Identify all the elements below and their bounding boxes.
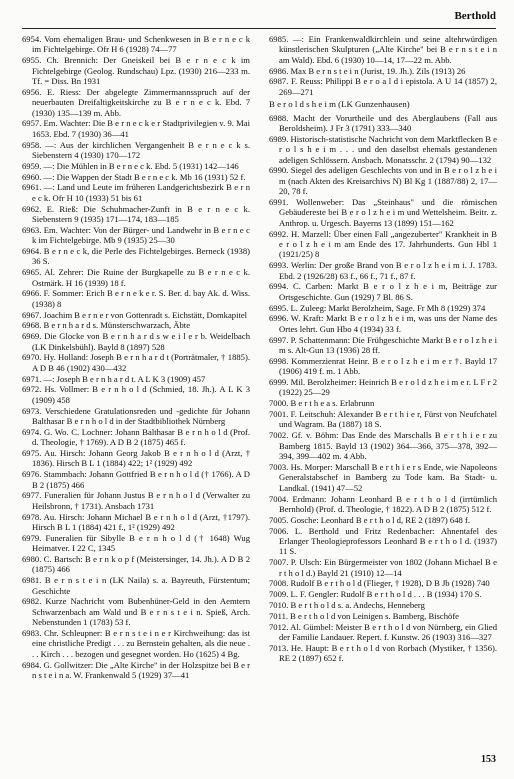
bibliography-entry: 6964. B e r n e c k, die Perle des Fichtelgebirges. Berneck (1938) 36 S. — [22, 246, 250, 267]
bibliography-entry: 6985. —: Ein Frankenwaldkirchlein und seine altehrwürdigen künstlerischen Skulpturen („Alte Kirche" bei B e r n s t e i n am Wald). Ebd. 6 (1930) 10—14, 17—22 m. Abb. — [269, 34, 497, 65]
bibliography-entry: 6965. Al. Zehrer: Die Ruine der Burgkapelle zu B e r n e c k. Ostmärk. H 16 (1939) 18 f. — [22, 267, 250, 288]
bibliography-entry: 6989. Historisch-statistische Nachricht von dem Marktflecken B e r o l s h e i m . . . und den daselbst ehemals gestandenen adeligen Schlössern. Ansbach. Monatsschr. 2 (1794) 90—132 — [269, 133, 497, 165]
bibliography-entry: 6986. Max B e r n s t e i n (Jurist, 19. Jh.). Zils (1913) 26 — [269, 65, 466, 76]
header-rule — [22, 28, 496, 29]
bibliography-entry: 6996. W. Kraft: Markt B e r o l z h e i m, was uns der Name des Ortes lehrt. Gun Hbo 4 (1934) 33 f. — [269, 313, 497, 334]
bibliography-entry: 7009. L. F. Gengler: Rudolf B e r t h o l d . . . B (1934) 170 S. — [269, 589, 482, 600]
page-number: 153 — [481, 754, 496, 765]
bibliography-entry: 7001. F. Leitschuh: Alexander B e r t h i e r, Fürst von Neufchatel und Wagram. Ba (1887) 18 S. — [269, 409, 497, 430]
bibliography-entry: 6960. —: Die Wappen der Stadt B e r n e c k. Mb 16 (1931) 52 f. — [22, 171, 246, 182]
bibliography-entry: 6962. E. Rieß: Die Schuhmacher-Zunft in B e r n e c k. Siebenstern 9 (1935) 171—174, 183—185 — [22, 203, 250, 225]
bibliography-entry: 6966. F. Sommer: Erich B e r n e k e r. S. Ber. d. bay Ak. d. Wiss. (1938) 8 — [22, 288, 250, 309]
bibliography-entry: 6975. Au. Hirsch: Johann Georg Jakob B e r n h o l d (Arzt, † 1836). Hirsch B L 1 (1884) 422; 1² (1929) 492 — [22, 448, 250, 469]
bibliography-entry: 6959. —: Die Mühlen in B e r n e c k. Ebd. 5 (1931) 142—146 — [22, 160, 239, 171]
bibliography-entry: 6994. C. Carben: Markt B e r o l z h e i m, Beiträge zur Ortsgeschichte. Gun (1929) 7 Bl. 86 S. — [269, 281, 497, 302]
bibliography-entry: 6976. Stammbach: Johann Gottfried B e r n h o l d († 1766). A D B 2 (1875) 466 — [22, 469, 250, 490]
bibliography-entry: 6967. Joachim B e r n e r von Gottenradt s. Eichstätt, Domkapitel — [22, 309, 248, 320]
bibliography-entry: 6968. B e r n h a r d s. Münsterschwarzach, Äbte — [22, 320, 191, 331]
bibliography-entry: 6978. Au. Hirsch: Johann Michael B e r n h o l d (Arzt, †1797). Hirsch B L 1 (1884) 421 f., 1² (1929) 492 — [22, 511, 250, 533]
bibliography-entry: 6982. Kurze Nachricht vom Bubenhüner-Geld in den Aemtern Schwarzenbach am Wald und B e r n s t e i n. Spieß, Arch. Nebenstunden 1 (1783) 53 f. — [22, 596, 250, 628]
bibliography-entry: 6956. E. Riess: Der abgelegte Zimmermannsspruch auf der neuerbauten Dreifaltigkeitskirche zu B e r n e c k. Ebd. 7 (1930) 135—139 m. Abb. — [22, 86, 250, 118]
bibliography-entry: 7007. P. Ulsch: Ein Bürgermeister von 1802 (Johann Michael B e r t h o l d.) Bayld 21 (1910) 12—14 — [269, 557, 497, 578]
bibliography-entry: 6993. Werlin: Der große Brand von B e r o l z h e i m i. J. 1783. Ebd. 2 (1926/28) 63 f., 66 f., 71 f., 87 f. — [269, 260, 497, 281]
bibliography-entry: 7012. Al. Gümbel: Meister B e r t h o l d von Nürnberg, ein Glied der Familie Landauer. Repert. f. Kunstw. 26 (1903) 316—327 — [269, 621, 497, 642]
bibliography-entry: 7011. B e r t h o l d von Leinigen s. Bamberg, Bischöfe — [269, 610, 459, 621]
bibliography-entry: 6970. Hy. Holland: Joseph B e r n h a r d t (Porträtmaler, † 1885). A D B 46 (1902) 430—432 — [22, 352, 250, 373]
bibliography-entry: 6988. Macht der Vorurtheile und des Aberglaubens (Fall aus Beroldsheim). J Fr 3 (1791) 333—340 — [269, 112, 497, 134]
bibliography-entry: 6972. Hs. Vollmer: B e r n h o l d (Schmied, 18. Jh.). A L K 3 (1909) 458 — [22, 384, 250, 405]
bibliography-entry: 6954. Vom ehemaligen Brau- und Schenkwesen in B e r n e c k im Fichtelgebirge. Ofr H 6 (1928) 74—77 — [22, 34, 250, 55]
section-subheading: B e r o l d s h e i m (LK Gunzenhausen) — [269, 99, 410, 110]
bibliography-entry: 6974. G. Wo. C. Lochner: Johann Balthasar B e r n h o l d (Prof. d. Theologie, † 1769). A D B 2 (1875) 465 f. — [22, 426, 250, 448]
bibliography-entry: 7002. Gf. v. Böhm: Das Ende des Marschalls B e r t h i e r zu Bamberg 1815. Bayld 13 (1902) 364—366, 375—378, 392—394, 399—402 m. 4 Abb. — [269, 430, 497, 462]
bibliography-entry: 6997. P. Schattenmann: Die Frühgeschichte Markt B e r o l z h e i m s. Alt-Gun 13 (1936) 28 ff. — [269, 334, 497, 356]
bibliography-entry: 6973. Verschiedene Gratulationsreden und -gedichte für Johann Balthasar B e r n h o l d in der Stadtbibliothek Nürnberg — [22, 405, 250, 427]
bibliography-entry: 7005. Gosche: Leonhard B e r t h o l d, RE 2 (1897) 648 f. — [269, 514, 470, 525]
bibliography-entry: 6995. L. Zuleeg: Markt Berolzheim, Sage. Fr Mh 8 (1929) 374 — [269, 302, 486, 313]
right-column — [269, 34, 497, 664]
bibliography-entry: 6955. Ch. Brennich: Der Gneiskeil bei B e r n e c k im Fichtelgebirge (Geolog. Rundschau) Lpz. (1930) 216—233 m. Tf. = Diss. Bn 1931 — [22, 55, 250, 87]
bibliography-entry: 6957. Em. Wachter: Die B e r n e c k e r Stadtprivilegien v. 9. Mai 1653. Ebd. 7 (1930) 36—41 — [22, 118, 250, 139]
bibliography-entry: 6971. —: Joseph B e r n h a r d t. A L K 3 (1909) 457 — [22, 373, 206, 384]
bibliography-entry: 6990. Siegel des adeligen Geschlechts von und in B e r o l z h e i m (nach Akten des Kreisarchivs N) Bl Kg 1 (1887/88) 2, 17—20, 78 f. — [269, 165, 497, 197]
bibliography-entry: 7008. Rudolf B e r t h o l d (Flieger, † 1928), D B Jb (1928) 740 — [269, 578, 490, 589]
bibliography-entry: 7004. Erdmann: Johann Leonhard B e r t h o l d (irrtümlich Bernhold) (Prof. d. Theologie, † 1822). A D B 2 (1875) 512 f. — [269, 493, 497, 514]
bibliography-entry: 6977. Funeralien für Johann Justus B e r n h o l d (Verwalter zu Heilsbronn, † 1731). Ansbach 1731 — [22, 490, 250, 511]
bibliography-entry: 6998. Kommerzienrat Heinr. B e r o l z h e i m e r †. Bayld 17 (1906) 419 f. m. 1 Abb. — [269, 355, 497, 377]
bibliography-entry: 6987. F. Reuss: Philippi B e r o a l d i epistola. A U 14 (1857) 2, 269—271 — [269, 76, 497, 97]
bibliography-entry: 7006. L. Berthold und Fritz Redenbacher: Ahnentafel des Erlanger Theologieprofessors Leonhard B e r t h o l d. (1937) 11 S. — [269, 525, 497, 557]
bibliography-entry: 7000. B e r t h e a s. Erlabrunn — [269, 398, 375, 409]
bibliography-entry: 6983. Chr. Schleupner: B e r n s t e i n e r Kirchweihung: das ist eine christliche Predigt . . . zu Bernstein gehalten, als die neue . . . Kirch . . . bezogen und gesegnet worden. Ho (1625) 4 Bg. — [22, 628, 250, 659]
bibliography-entry: 6992. H. Marzell: Über einen Fall „angezuberter" Krankheit in B e r o l z h e i m am Ende des 17. Jahrhunderts. Gun Hbl 1 (1921/25) 8 — [269, 228, 497, 260]
left-column — [22, 34, 250, 681]
bibliography-entry: 7010. B e r t h o l d s. a. Andechs, Henneberg — [269, 599, 425, 610]
bibliography-entry: 6961. —: Land und Leute im früheren Landgerichtsbezirk B e r n e c k. Ofr H 10 (1933) 51 bis 61 — [22, 182, 250, 203]
bibliography-entry: 6979. Funeralien für Sibylle B e r n h o l d († 1648) Wug Heimatver. I 22 C, 1345 — [22, 532, 250, 554]
right-column-top-entries — [269, 34, 497, 97]
bibliography-entry: 6963. Em. Wachter: Von der Bürger- und Landwehr in B e r n e c k im Fichtelgebirge. Mb 9 (1935) 25—30 — [22, 224, 250, 246]
bibliography-entry: 6991. Wollenweber: Das „Steinhaus" und die römischen Gebäudereste bei B e r o l z h e i m und Wettelsheim. Beitr. z. Anthrop. u. Urgesch. Bayerns 13 (1899) 151—162 — [269, 197, 497, 228]
bibliography-entry: 6958. —: Aus der kirchlichen Vergangenheit B e r n e c k s. Siebenstern 4 (1930) 170—172 — [22, 139, 250, 161]
bibliography-entry: 7013. He. Haupt: B e r t h o l d von Rorbach (Mystiker, † 1356). RE 2 (1897) 652 f. — [269, 642, 497, 664]
running-title: Berthold — [454, 10, 496, 22]
bibliography-entry: 6969. Die Glocke von B e r n h a r d s w e i l e r b. Weidelbach (LK Dinkelsbühl). Bayld 8 (1897) 528 — [22, 331, 250, 352]
bibliography-entry: 6999. Mil. Berolzheimer: Heinrich B e r o l d z h e i m e r. L F r 2 (1922) 25—29 — [269, 377, 497, 398]
bibliography-entry: 6981. B e r n s t e i n (LK Naila) s. a. Bayreuth, Fürstentum; Geschichte — [22, 575, 250, 596]
right-column-bottom-entries — [269, 113, 497, 664]
bibliography-entry: 6980. C. Bartsch: B e r n k o p f (Meistersinger, 14. Jh.). A D B 2 (1875) 466 — [22, 554, 250, 575]
bibliography-entry: 7003. Hs. Morper: Marschall B e r t h i e r s Ende, wie Napoleons Generalstabschef in Bamberg zu Tode kam. Ba Stadt- u. Landkal. (1941) 47—52 — [269, 461, 497, 493]
bibliography-entry: 6984. G. Gollwitzer: Die „Alte Kirche" in der Holzspitze bei B e r n s t e i n a. W. Frankenwald 5 (1929) 37—41 — [22, 659, 250, 681]
